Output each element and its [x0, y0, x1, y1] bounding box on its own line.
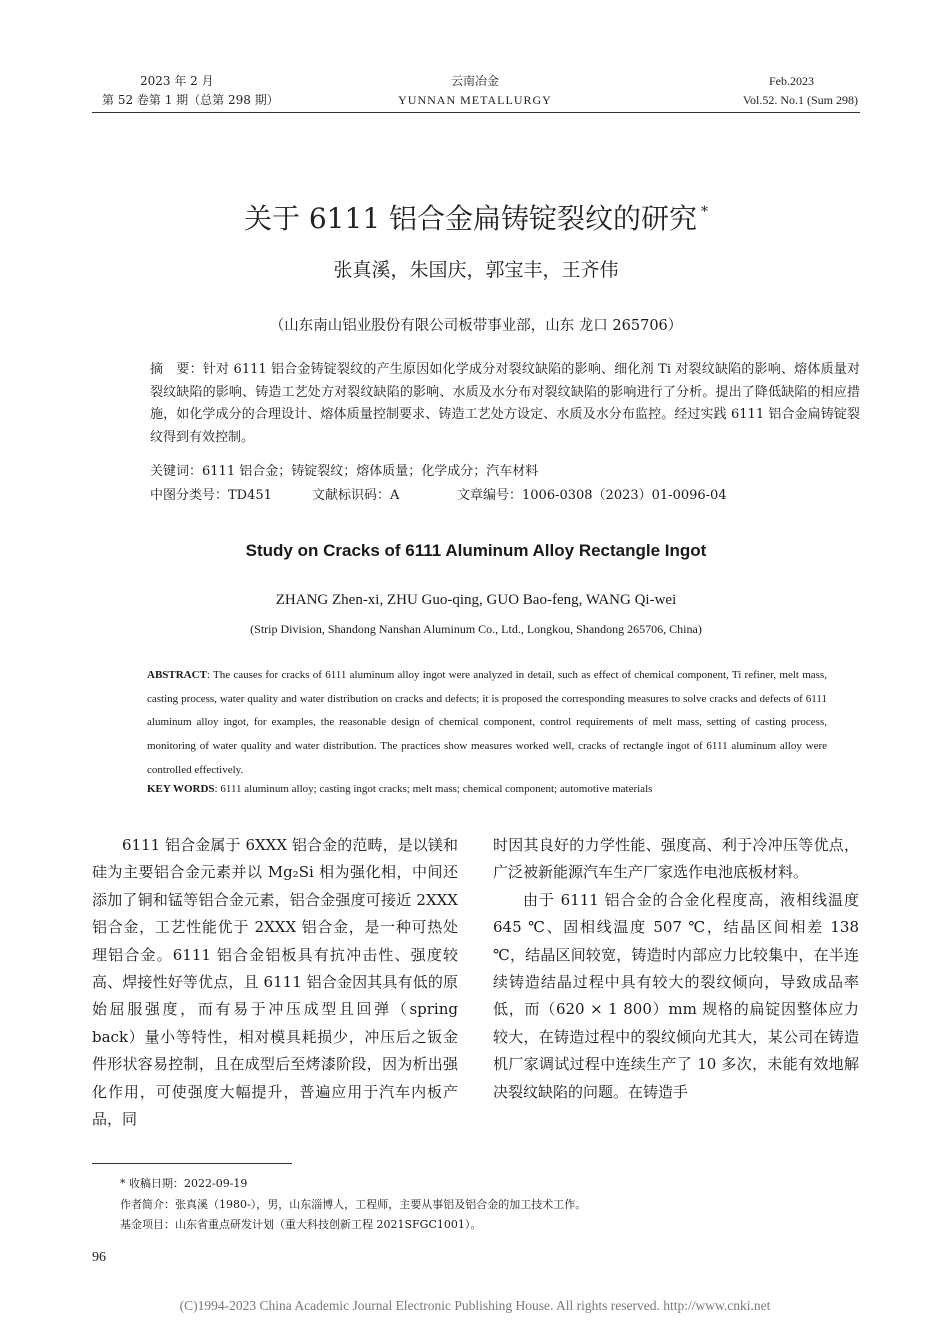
title-footnote-mark: * [701, 204, 709, 220]
journal-name-en: YUNNAN METALLURGY [398, 93, 552, 107]
affiliation: （山东南山铝业股份有限公司板带事业部，山东 龙口 265706） [269, 318, 683, 334]
body-paragraph: 6111 铝合金属于 6XXX 铝合金的范畴，是以镁和硅为主要铝合金元素并以 Mg₂Si 相为强化相，中间还添加了铜和锰等铝合金元素，铝合金强度可接近 2XXX 铝合金，工艺性能优于 2XXX 铝合金，是一种可热处理铝合金。6111 铝合金铝板具有抗冲击性、强度较高、焊接性好等优点，且 6111 铝合金因其具有低的原始屈服强度，而有易于冲压成型且回弹（spring back）量小等特性，相对模具耗损少，冲压后之钣金件形状容易控制，且在成型后至烤漆阶段，因为析出强化作用，可使强度大幅提升，普遍应用于汽车内板产品，同 [92, 836, 458, 1129]
copyright-notice: (C)1994-2023 China Academic Journal Electronic Publishing House. All rights reserved. http://www.cnki.net [179, 1298, 771, 1313]
clc-number: 中图分类号：TD451 [150, 488, 272, 503]
english-affiliation: (Strip Division, Shandong Nanshan Aluminum Co., Ltd., Longkou, Shandong 265706, China) [250, 622, 702, 636]
classification-row [150, 486, 860, 506]
header-date: 2023 年 2 月 [140, 74, 214, 88]
keywords-en-text: : 6111 aluminum alloy; casting ingot cracks; melt mass; chemical component; automotive materials [214, 783, 653, 795]
english-authors: ZHANG Zhen-xi, ZHU Guo-qing, GUO Bao-feng, WANG Qi-wei [275, 592, 677, 608]
abstract-cn-label: 摘 要： [150, 362, 203, 377]
abstract-cn [150, 359, 860, 449]
keywords-cn-label: 关键词： [150, 464, 203, 479]
keywords-cn-text: 6111 铝合金；铸锭裂纹；熔体质量；化学成分；汽车材料 [202, 464, 539, 479]
body-column-right [493, 832, 859, 1106]
abstract-en-label: ABSTRACT [147, 669, 207, 681]
doc-code: 文献标识码：A [312, 488, 400, 503]
header-volume-en: Vol.52. No.1 (Sum 298) [742, 93, 858, 107]
body-column-left [92, 832, 458, 1133]
body-paragraph: 时因其良好的力学性能、强度高、利于冷冲压等优点，广泛被新能源汽车生产厂家选作电池底板材料。 [493, 836, 859, 882]
footnote-rule [92, 1163, 292, 1164]
body-paragraph: 由于 6111 铝合金的合金化程度高，液相线温度 645 ℃、固相线温度 507 ℃，结晶区间相差 138 ℃，结晶区间较宽，铸造时内部应力比较集中，在半连续铸造结晶过程中具有较大的裂纹倾向，导致成品率低，而（620 × 1 800）mm 规格的扁锭因整体应力较大，在铸造过程中的裂纹倾向尤其大，某公司在铸造机厂家调试过程中连续生产了 10 多次，未能有效地解决裂纹缺陷的问题。在铸造手 [493, 890, 859, 1101]
header-center [380, 72, 570, 110]
paper-title [92, 192, 860, 239]
abstract-cn-text: 针对 6111 铝合金铸锭裂纹的产生原因如化学成分对裂纹缺陷的影响、细化剂 Ti 对裂纹缺陷的影响、熔体质量对裂纹缺陷的影响、铸造工艺处方对裂纹缺陷的影响、水质及水分布对裂纹缺陷的影响进行了分析。提出了降低缺陷的相应措施，如化学成分的合理设计、熔体质量控制要求、铸造工艺处方设定、水质及水分布监控。经过实践 6111 铝合金扁铸锭裂纹得到有效控制。 [150, 362, 860, 445]
page-number: 96 [92, 1250, 106, 1265]
english-title: Study on Cracks of 6111 Aluminum Alloy Rectangle Ingot [245, 541, 707, 560]
article-number: 文章编号：1006-0308（2023）01-0096-04 [457, 488, 727, 503]
keywords-cn [150, 462, 860, 482]
footnote-fund: 基金项目：山东省重点研发计划（重大科技创新工程 2021SFGC1001）。 [120, 1218, 482, 1231]
abstract-en-text: : The causes for cracks of 6111 aluminum alloy ingot were analyzed in detail, such as effect of chemical component, Ti refiner, melt mass, casting process, water quality and water distribution on cracks and defects; it is proposed the corresponding measures to solve cracks and defects of 6111 aluminum alloy ingot, for examples, the reasonable design of chemical component, control requirements of melt mass, setting of casting process, monitoring of water quality and water distribution. The practices show measures worked well, cracks of rectangle ingot of 6111 aluminum alloy were controlled effectively. [147, 669, 827, 776]
header-right [640, 72, 858, 110]
header-left [102, 72, 302, 110]
abstract-en [147, 664, 827, 783]
keywords-en-label: KEY WORDS [147, 783, 215, 795]
footnote-author-bio: 作者简介：张真溪（1980-），男，山东淄博人，工程师，主要从事铝及铝合金的加工技术工作。 [120, 1197, 587, 1211]
header-date-en: Feb.2023 [769, 74, 814, 88]
header-rule [92, 112, 860, 113]
footnotes [120, 1174, 860, 1236]
author-list: 张真溪，朱国庆，郭宝丰，王齐伟 [333, 259, 619, 281]
keywords-en [147, 780, 827, 798]
paper-title-text: 关于 6111 铝合金扁铸锭裂纹的研究 [243, 202, 698, 235]
header-volume: 第 52 卷第 1 期（总第 298 期） [102, 93, 279, 107]
journal-name-cn: 云南冶金 [450, 74, 499, 88]
footnote-received: * 收稿日期：2022-09-19 [120, 1177, 248, 1190]
